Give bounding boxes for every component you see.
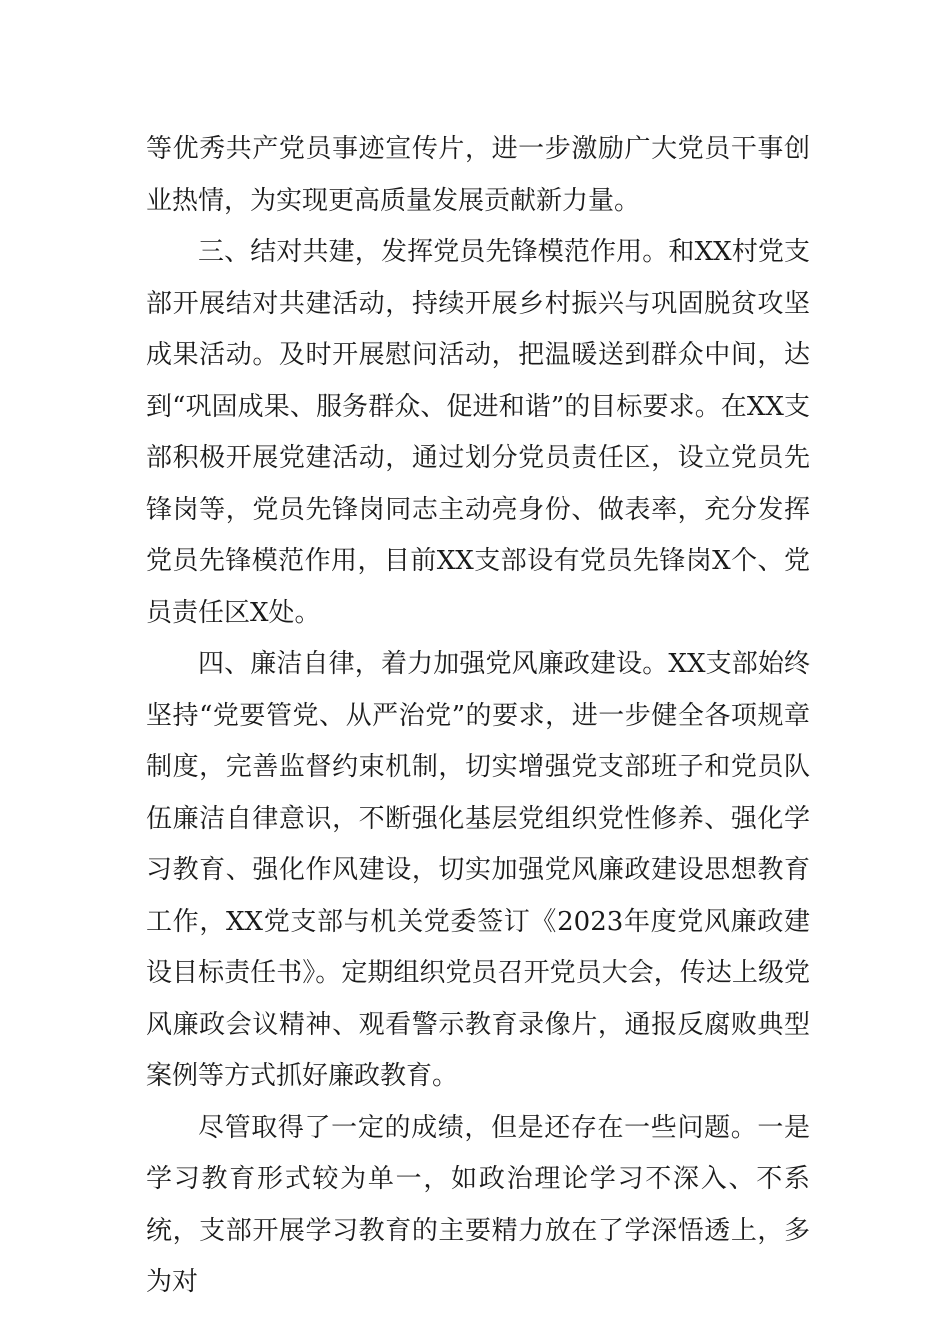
paragraph-problems: 尽管取得了一定的成绩，但是还存在一些问题。一是学习教育形式较为单一，如政治理论学习不深入、不系统，支部开展学习教育的主要精力放在了学深悟透上，多为对 (146, 1112, 810, 1297)
document-body (146, 124, 810, 1309)
paragraph-section-three: 三、结对共建，发挥党员先锋模范作用。和XX村党支部开展结对共建活动，持续开展乡村振兴与巩固脱贫攻坚成果活动。及时开展慰问活动，把温暖送到群众中间，达到“巩固成果、服务群众、促进和谐”的目标要求。在XX支部积极开展党建活动，通过划分党员责任区，设立党员先锋岗等，党员先锋岗同志主动亮身份、做表率，充分发挥党员先锋模范作用，目前XX支部设有党员先锋岗X个、党员责任区X处。 (146, 237, 810, 628)
paragraph-continuation: 等优秀共产党员事迹宣传片，进一步激励广大党员干事创业热情，为实现更高质量发展贡献新力量。 (146, 134, 810, 216)
paragraph-section-four: 四、廉洁自律，着力加强党风廉政建设。XX支部始终坚持“党要管党、从严治党”的要求，进一步健全各项规章制度，完善监督约束机制，切实增强党支部班子和党员队伍廉洁自律意识，不断强化基层党组织党性修养、强化学习教育、强化作风建设，切实加强党风廉政建设思想教育工作，XX党支部与机关党委签订《2023年度党风廉政建设目标责任书》。定期组织党员召开党员大会，传达上级党风廉政会议精神、观看警示教育录像片，通报反腐败典型案例等方式抓好廉政教育。 (146, 649, 810, 1091)
